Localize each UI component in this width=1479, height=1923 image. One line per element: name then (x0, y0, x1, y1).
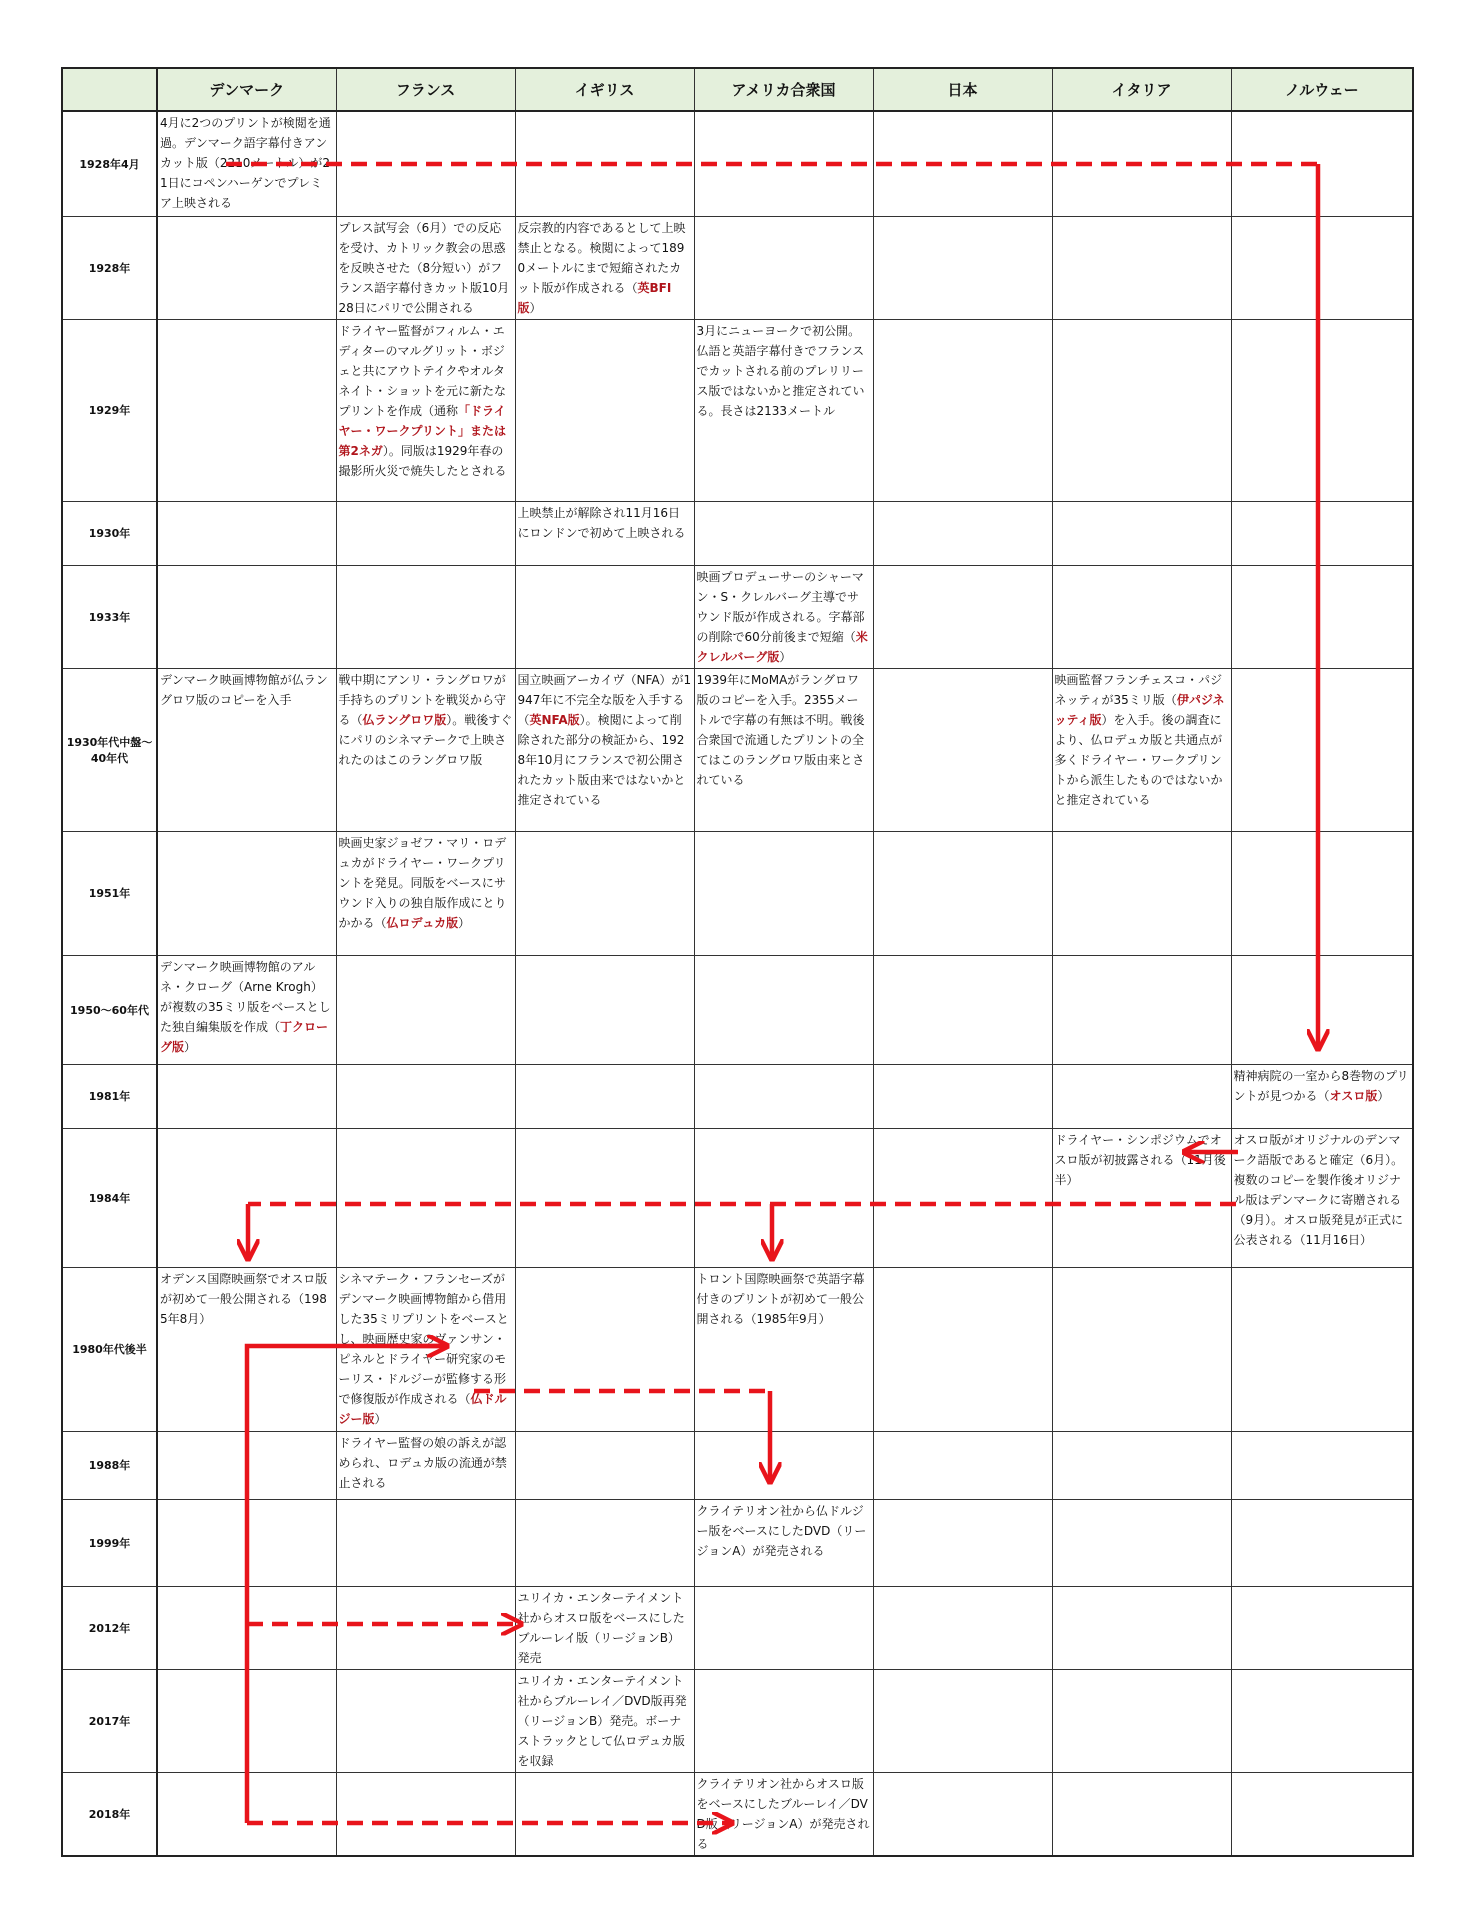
event-text: 映画プロデューサーのシャーマン・S・クレルバーグ主導でサウンド版が作成される。字幕部の削除で60分前後まで短縮（ (696, 569, 865, 644)
event-cell-uk (515, 1267, 694, 1431)
column-header-italy: イタリア (1052, 68, 1231, 111)
event-cell-denmark (157, 1431, 336, 1499)
event-cell-japan (873, 1267, 1052, 1431)
event-cell-uk (515, 111, 694, 216)
event-cell-norway (1231, 1431, 1413, 1499)
event-cell-denmark (157, 1586, 336, 1669)
event-cell-japan (873, 1064, 1052, 1128)
table-row (62, 668, 1413, 831)
event-text: デンマーク映画博物館のアルネ・クローグ（Arne Krogh）が複数の35ミリ版をベースとした独自編集版を作成（ (160, 959, 331, 1034)
event-cell-france (336, 955, 515, 1064)
event-cell-uk (515, 1586, 694, 1669)
event-cell-usa (694, 1499, 873, 1586)
table-header (62, 68, 1413, 111)
year-cell: 1981年 (62, 1064, 157, 1128)
event-cell-norway (1231, 1267, 1413, 1431)
event-cell-japan (873, 1586, 1052, 1669)
event-text: 3月にニューヨークで初公開。仏語と英語字幕付きでフランスでカットされる前のプレリリース版ではないかと推定されている。長さは2133メートル (696, 323, 865, 418)
event-cell-denmark (157, 668, 336, 831)
year-cell: 2017年 (62, 1669, 157, 1772)
event-cell-japan (873, 1772, 1052, 1856)
event-cell-denmark (157, 111, 336, 216)
event-cell-france (336, 111, 515, 216)
event-text: シネマテーク・フランセーズがデンマーク映画博物館から借用した35ミリプリントをベースとし、映画歴史家のヴァンサン・ピネルとドライヤー研究家のモーリス・ドルジーが監修する形で修復版が作成される（ (338, 1271, 509, 1406)
event-cell-usa (694, 1064, 873, 1128)
event-cell-japan (873, 111, 1052, 216)
event-cell-italy (1052, 565, 1231, 668)
event-text: 上映禁止が解除され11月16日にロンドンで初めて上映される (517, 505, 686, 540)
event-cell-norway (1231, 216, 1413, 319)
event-cell-uk (515, 216, 694, 319)
event-cell-france (336, 319, 515, 501)
table-row (62, 1267, 1413, 1431)
version-name: 英BFI版 (517, 280, 672, 315)
event-cell-norway (1231, 1772, 1413, 1856)
event-cell-italy (1052, 668, 1231, 831)
year-cell: 1999年 (62, 1499, 157, 1586)
event-cell-usa (694, 1431, 873, 1499)
event-cell-italy (1052, 955, 1231, 1064)
event-text: 4月に2つのプリントが検閲を通過。デンマーク語字幕付きアンカット版（2210メートル）が21日にコペンハーゲンでプレミア上映される (160, 116, 331, 210)
event-cell-uk (515, 955, 694, 1064)
event-text: クライテリオン社から仏ドルジー版をベースにしたDVD（リージョンA）が発売される (696, 1503, 867, 1558)
event-cell-uk (515, 319, 694, 501)
table-row (62, 111, 1413, 216)
event-cell-italy (1052, 216, 1231, 319)
event-cell-japan (873, 1128, 1052, 1267)
event-cell-norway (1231, 565, 1413, 668)
year-cell: 1951年 (62, 831, 157, 955)
event-cell-japan (873, 831, 1052, 955)
version-name: 米クレルバーグ版 (696, 629, 868, 664)
event-text: 映画監督フランチェスコ・パジネッティが35ミリ版（ (1054, 672, 1223, 707)
year-cell: 1984年 (62, 1128, 157, 1267)
event-text: 映画史家ジョゼフ・マリ・ロデュカがドライヤー・ワークプリントを発見。同版をベースにサウンド入りの独自版作成にとりかかる（ (338, 835, 507, 930)
year-cell: 1980年代後半 (62, 1267, 157, 1431)
event-text: ）。検閲によって削除された部分の検証から、1928年10月にフランスで初公開されたカット版由来ではないかと推定されている (517, 712, 686, 807)
event-cell-usa (694, 565, 873, 668)
event-cell-denmark (157, 1267, 336, 1431)
event-cell-norway (1231, 1669, 1413, 1772)
event-cell-usa (694, 831, 873, 955)
event-text: 1939年にMoMAがラングロワ版のコピーを入手。2355メートルで字幕の有無は不明。戦後合衆国で流通したプリントの全てはこのラングロワ版由来とされている (696, 672, 865, 787)
event-cell-usa (694, 1586, 873, 1669)
event-cell-norway (1231, 1128, 1413, 1267)
event-text: ） (779, 649, 792, 664)
timeline-table (61, 67, 1414, 1857)
table-row (62, 319, 1413, 501)
event-cell-denmark (157, 501, 336, 565)
event-text: 戦中期にアンリ・ラングロワが手持ちのプリントを戦災から守る（ (338, 672, 507, 727)
event-cell-uk (515, 565, 694, 668)
event-text: デンマーク映画博物館が仏ラングロワ版のコピーを入手 (160, 672, 328, 707)
table-row (62, 1586, 1413, 1669)
table-row (62, 1064, 1413, 1128)
version-name: オスロ版 (1329, 1088, 1378, 1103)
event-text: オデンス国際映画祭でオスロ版が初めて一般公開される（1985年8月） (160, 1271, 328, 1326)
event-cell-italy (1052, 1064, 1231, 1128)
event-cell-france (336, 501, 515, 565)
event-text: ドライヤー監督がフィルム・エディターのマルグリット・ボジェと共にアウトテイクやオルタネイト・ショットを元に新たなプリントを作成（通称 (338, 323, 507, 418)
event-cell-italy (1052, 1499, 1231, 1586)
event-cell-denmark (157, 955, 336, 1064)
event-cell-uk (515, 1431, 694, 1499)
event-text: 反宗教的内容であるとして上映禁止となる。検閲によって1890メートルにまで短縮されたカット版が作成される（ (517, 220, 686, 295)
event-cell-denmark (157, 831, 336, 955)
version-name: 丁クローグ版 (160, 1019, 329, 1054)
table-row (62, 216, 1413, 319)
year-cell: 1929年 (62, 319, 157, 501)
year-cell: 1933年 (62, 565, 157, 668)
event-cell-usa (694, 501, 873, 565)
event-text: トロント国際映画祭で英語字幕付きのプリントが初めて一般公開される（1985年9月） (696, 1271, 865, 1326)
event-text: ）。戦後すぐにパリのシネマテークで上映されたのはこのラングロワ版 (338, 712, 513, 767)
event-text: ） (374, 1411, 387, 1426)
event-cell-italy (1052, 319, 1231, 501)
version-name: 英NFA版 (529, 712, 580, 727)
version-name: 仏ロデュカ版 (386, 915, 459, 930)
event-text: ドライヤー監督の娘の訴えが認められ、ロデュカ版の流通が禁止される (338, 1435, 507, 1490)
event-cell-norway (1231, 319, 1413, 501)
event-cell-norway (1231, 501, 1413, 565)
column-header-france: フランス (336, 68, 515, 111)
column-header-uk: イギリス (515, 68, 694, 111)
event-cell-france (336, 216, 515, 319)
year-cell: 1928年 (62, 216, 157, 319)
event-text: オスロ版がオリジナルのデンマーク語版であると確定（6月）。複数のコピーを製作後オリジナル版はデンマークに寄贈される（9月）。オスロ版発見が正式に公表される（11月16日） (1233, 1132, 1404, 1247)
event-cell-usa (694, 216, 873, 319)
event-cell-italy (1052, 1431, 1231, 1499)
table-row (62, 1772, 1413, 1856)
event-cell-italy (1052, 1669, 1231, 1772)
event-cell-usa (694, 319, 873, 501)
event-cell-france (336, 1499, 515, 1586)
event-cell-norway (1231, 1499, 1413, 1586)
version-name: 仏ラングロワ版 (362, 712, 447, 727)
table-row (62, 831, 1413, 955)
event-cell-uk (515, 1128, 694, 1267)
event-cell-denmark (157, 319, 336, 501)
event-cell-usa (694, 111, 873, 216)
event-cell-france (336, 1128, 515, 1267)
event-cell-denmark (157, 1669, 336, 1772)
table-row (62, 1128, 1413, 1267)
year-cell: 1930年代中盤～40年代 (62, 668, 157, 831)
event-cell-japan (873, 565, 1052, 668)
event-cell-denmark (157, 1772, 336, 1856)
event-cell-france (336, 1669, 515, 1772)
event-cell-italy (1052, 111, 1231, 216)
table-row (62, 565, 1413, 668)
version-name: 伊パジネッティ版 (1054, 692, 1225, 727)
event-cell-france (336, 831, 515, 955)
version-name: 「ドライヤー・ワークプリント」または第2ネガ (338, 403, 507, 458)
event-cell-denmark (157, 1128, 336, 1267)
year-cell: 2012年 (62, 1586, 157, 1669)
event-cell-denmark (157, 216, 336, 319)
table-row (62, 955, 1413, 1064)
event-cell-uk (515, 1669, 694, 1772)
event-text: ） (1377, 1088, 1390, 1103)
event-text: ）を入手。後の調査により、仏ロデュカ版と共通点が多くドライヤー・ワークプリントから派生したものではないかと推定されている (1054, 712, 1223, 807)
event-cell-italy (1052, 1772, 1231, 1856)
event-cell-usa (694, 1128, 873, 1267)
event-text: ユリイカ・エンターテイメント社からブルーレイ／DVD版再発（リージョンB）発売。ボーナストラックとして仏ロデュカ版を収録 (517, 1673, 687, 1768)
event-cell-norway (1231, 955, 1413, 1064)
event-cell-uk (515, 501, 694, 565)
event-cell-japan (873, 319, 1052, 501)
event-cell-denmark (157, 1499, 336, 1586)
event-cell-france (336, 1064, 515, 1128)
year-cell: 1928年4月 (62, 111, 157, 216)
event-cell-italy (1052, 501, 1231, 565)
table-row (62, 1431, 1413, 1499)
event-text: ） (529, 300, 542, 315)
event-cell-norway (1231, 831, 1413, 955)
year-cell: 1988年 (62, 1431, 157, 1499)
event-cell-usa (694, 1772, 873, 1856)
event-cell-denmark (157, 1064, 336, 1128)
table-row (62, 1669, 1413, 1772)
event-text: プレス試写会（6月）での反応を受け、カトリック教会の思惑を反映させた（8分短い）がフランス語字幕付きカット版10月28日にパリで公開される (338, 220, 510, 315)
event-cell-japan (873, 501, 1052, 565)
event-cell-japan (873, 1499, 1052, 1586)
corner-cell (62, 68, 157, 111)
column-header-japan: 日本 (873, 68, 1052, 111)
event-text: 国立映画アーカイヴ（NFA）が1947年に不完全な版を入手する（ (517, 672, 692, 727)
event-cell-norway (1231, 1586, 1413, 1669)
event-cell-japan (873, 1431, 1052, 1499)
event-text: ユリイカ・エンターテイメント社からオスロ版をベースにしたブルーレイ版（リージョンB）発売 (517, 1590, 685, 1665)
event-cell-japan (873, 216, 1052, 319)
event-cell-japan (873, 955, 1052, 1064)
event-cell-norway (1231, 1064, 1413, 1128)
event-cell-denmark (157, 565, 336, 668)
year-cell: 1950～60年代 (62, 955, 157, 1064)
column-header-usa: アメリカ合衆国 (694, 68, 873, 111)
year-cell: 1930年 (62, 501, 157, 565)
event-text: ） (184, 1039, 197, 1054)
event-cell-france (336, 1267, 515, 1431)
year-cell: 2018年 (62, 1772, 157, 1856)
event-cell-usa (694, 1267, 873, 1431)
event-cell-norway (1231, 111, 1413, 216)
event-cell-france (336, 1431, 515, 1499)
event-cell-japan (873, 1669, 1052, 1772)
event-cell-uk (515, 1064, 694, 1128)
event-cell-france (336, 565, 515, 668)
table-row (62, 501, 1413, 565)
table-body (62, 111, 1413, 1856)
version-name: 仏ドルジー版 (338, 1391, 507, 1426)
event-text: ）。同版は1929年春の撮影所火災で焼失したとされる (338, 443, 507, 478)
event-cell-uk (515, 668, 694, 831)
event-cell-france (336, 1772, 515, 1856)
event-cell-norway (1231, 668, 1413, 831)
event-text: クライテリオン社からオスロ版をベースにしたブルーレイ／DVD版（リージョンA）が発売される (696, 1776, 870, 1851)
event-text: ） (458, 915, 471, 930)
column-header-denmark: デンマーク (157, 68, 336, 111)
event-cell-italy (1052, 1267, 1231, 1431)
event-cell-uk (515, 831, 694, 955)
event-cell-uk (515, 1772, 694, 1856)
event-cell-france (336, 668, 515, 831)
event-cell-uk (515, 1499, 694, 1586)
column-header-norway: ノルウェー (1231, 68, 1413, 111)
event-cell-usa (694, 668, 873, 831)
event-cell-usa (694, 1669, 873, 1772)
event-cell-france (336, 1586, 515, 1669)
event-cell-italy (1052, 1128, 1231, 1267)
event-text: 精神病院の一室から8巻物のプリントが見つかる（ (1233, 1068, 1409, 1103)
event-cell-italy (1052, 1586, 1231, 1669)
event-cell-japan (873, 668, 1052, 831)
table-row (62, 1499, 1413, 1586)
event-cell-italy (1052, 831, 1231, 955)
event-text: ドライヤー・シンポジウムでオスロ版が初披露される（11月後半） (1054, 1132, 1226, 1187)
event-cell-usa (694, 955, 873, 1064)
